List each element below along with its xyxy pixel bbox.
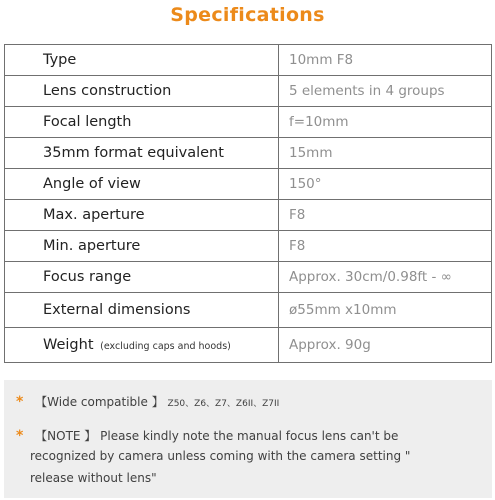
spec-label: Focal length bbox=[5, 107, 279, 138]
spec-value: 5 elements in 4 groups bbox=[279, 76, 492, 107]
table-row bbox=[5, 138, 492, 169]
spec-label: Weight bbox=[43, 337, 94, 353]
spec-value: 10mm F8 bbox=[279, 45, 492, 76]
notes-panel bbox=[4, 380, 492, 498]
compat-prefix: 【Wide compatible 】 bbox=[35, 395, 164, 409]
bullet-star-icon: * bbox=[16, 428, 24, 444]
table-row bbox=[5, 107, 492, 138]
spec-label-cell bbox=[5, 328, 279, 363]
compat-note bbox=[16, 393, 279, 410]
note-text-1: Please kindly note the manual focus lens can't be bbox=[100, 429, 399, 443]
note-line-1 bbox=[16, 427, 398, 444]
spec-label: Max. aperture bbox=[5, 200, 279, 231]
spec-value: 15mm bbox=[279, 138, 492, 169]
note-text-3: release without lens" bbox=[30, 471, 157, 485]
spec-label: Type bbox=[5, 45, 279, 76]
table-row bbox=[5, 45, 492, 76]
spec-value: Approx. 90g bbox=[279, 328, 492, 363]
note-prefix: 【NOTE 】 bbox=[35, 429, 97, 443]
table-row bbox=[5, 328, 492, 363]
note-text-2: recognized by camera unless coming with the camera setting " bbox=[30, 449, 411, 463]
spec-label: Lens construction bbox=[5, 76, 279, 107]
table-row bbox=[5, 262, 492, 293]
spec-label: 35mm format equivalent bbox=[5, 138, 279, 169]
spec-value: ø55mm x10mm bbox=[279, 293, 492, 328]
spec-value: 150° bbox=[279, 169, 492, 200]
spec-label-note: (excluding caps and hoods) bbox=[100, 341, 231, 352]
table-row bbox=[5, 169, 492, 200]
spec-value: F8 bbox=[279, 200, 492, 231]
spec-value: f=10mm bbox=[279, 107, 492, 138]
spec-label: Focus range bbox=[5, 262, 279, 293]
specifications-table bbox=[4, 44, 492, 363]
table-row bbox=[5, 231, 492, 262]
spec-value: F8 bbox=[279, 231, 492, 262]
table-row bbox=[5, 293, 492, 328]
table-row bbox=[5, 76, 492, 107]
page-title: Specifications bbox=[170, 4, 325, 26]
spec-label: Min. aperture bbox=[5, 231, 279, 262]
bullet-star-icon: * bbox=[16, 394, 24, 410]
table-row bbox=[5, 200, 492, 231]
spec-value: Approx. 30cm/0.98ft - ∞ bbox=[279, 262, 492, 293]
compat-models: Z50、Z6、Z7、Z6II、Z7II bbox=[167, 399, 280, 409]
spec-label: Angle of view bbox=[5, 169, 279, 200]
spec-label: External dimensions bbox=[5, 293, 279, 328]
